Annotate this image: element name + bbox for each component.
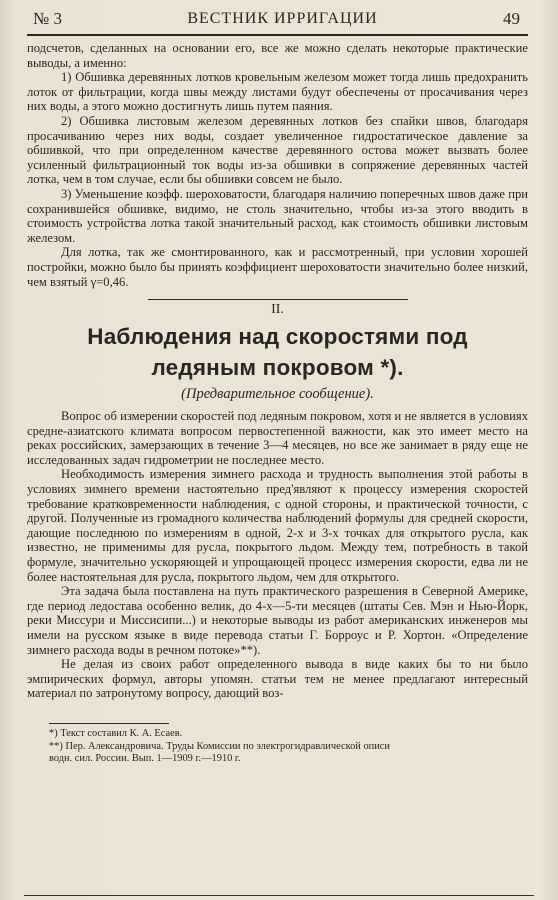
paragraph: Эта задача была поставлена на путь практического разрешения в Северной Америке, где период ледостава особенно велик, до 4-х—5-ти месяцев (штаты Сев. Мэн и Нью-Йорк, реки Миссури и Миссисипи...) и некоторые выводы из работ американских инженеров мы имели на русском языке в виде перевода статьи Г. Борроус и Р. Хортон. «Определение зимнего расхода воды в речном потоке»**).: [27, 584, 528, 657]
article-text: [27, 409, 528, 701]
article-subtitle: (Предварительное сообщение).: [181, 386, 374, 403]
issue-number: № 3: [33, 9, 62, 28]
journal-title: ВЕСТНИК ИРРИГАЦИИ: [187, 10, 378, 27]
continuation-text: [27, 41, 528, 289]
bottom-rule: [24, 895, 534, 896]
article-title-line-2: [27, 352, 528, 383]
section-separator: [148, 299, 408, 300]
running-header: [27, 0, 528, 34]
footnote: **) Пер. Александровича. Труды Комиссии по электрогидравлической описи: [49, 740, 390, 752]
paragraph: 3) Уменьшение коэфф. шероховатости, благодаря наличию поперечных швов даже при сохранившейся обшивке, видимо, не столь значительно, чтобы из-за этого вводить в стоимость устройства лотка такой значительный расход, как стоимость обшивки листовым железом.: [27, 186, 528, 245]
paragraph: Для лотка, так же смонтированного, как и рассмотренный, при условии хорошей постройки, можно было бы принять коэффициент шероховатости значительно более низкий, чем взятый γ=0,46.: [27, 245, 528, 289]
article-title-line-1: Наблюдения над скоростями под: [87, 324, 468, 350]
paragraph: подсчетов, сделанных на основании его, все же можно сделать некоторые практические выводы, а именно:: [27, 41, 528, 70]
article-title: [27, 321, 528, 383]
header-rule: [27, 34, 528, 36]
footnote-rule: [49, 723, 169, 724]
footnote-mark: *).: [380, 355, 404, 381]
paragraph: Вопрос об измерении скоростей под ледяным покровом, хотя и не является в условиях средне-азиатского климата вопросом первостепенной важности, как это имеет место на реках российских, замерзающих в течение 3—4 месяцев, но все же занимает в ряду еще не исследованных задач гидрометрии не последнее место.: [27, 409, 528, 467]
page-number: 49: [502, 9, 520, 28]
paragraph: 1) Обшивка деревянных лотков кровельным железом может тогда лишь предохранить лоток от фильтрации, когда швы между листами будут обеспечены от просачивания через них воды, а этого можно достигнуть лишь путем паяния.: [27, 70, 528, 114]
paragraph: 2) Обшивка листовым железом деревянных лотков без спайки швов, благодаря просачиванию через них воды, создает увеличенное гидростатическое давление за обшивкой, что при определенном качестве деревянного остова может вызвать более усиленный фильтрационный ток воды из-за обшивки в сопряжение деревянных частей лотка, чем в том случае, если бы обшивки совсем не было.: [27, 113, 528, 187]
paragraph: Не делая из своих работ определенного вывода в виде каких бы то ни было эмпирических формул, авторы упомян. статьи тем не менее предлагают интересный материал по затронутому вопросу, дающий воз-: [27, 657, 528, 701]
footnote: *) Текст составил К. А. Есаев.: [49, 727, 183, 739]
paragraph: Необходимость измерения зимнего расхода и трудность выполнения этой работы в условиях зимнего времени настоятельно пред'являют к процессу измерения скоростей требование кратковременности наблюдения, с одной стороны, и практической точности, с другой. Полученные из громадного количества наблюдений формулы для средней скорости, дающие последнюю по измерениям в одной, 2-х и 3-х точках для открытого русла, как известно, не применимы для русла, покрытого льдом. Между тем, потребность в такой формуле, значительно ускоряющей и упрощающей процесс измерения скорости, едва ли не более настоятельная для русла, покрытого льдом, чем для открытого.: [27, 467, 528, 584]
article-title-line-2-text: ледяным покровом: [151, 355, 374, 381]
section-number: II.: [271, 302, 284, 318]
footnote-continuation: водн. сил. России. Вып. 1—1909 г.—1910 г.: [49, 753, 241, 765]
footnotes: [27, 728, 528, 766]
